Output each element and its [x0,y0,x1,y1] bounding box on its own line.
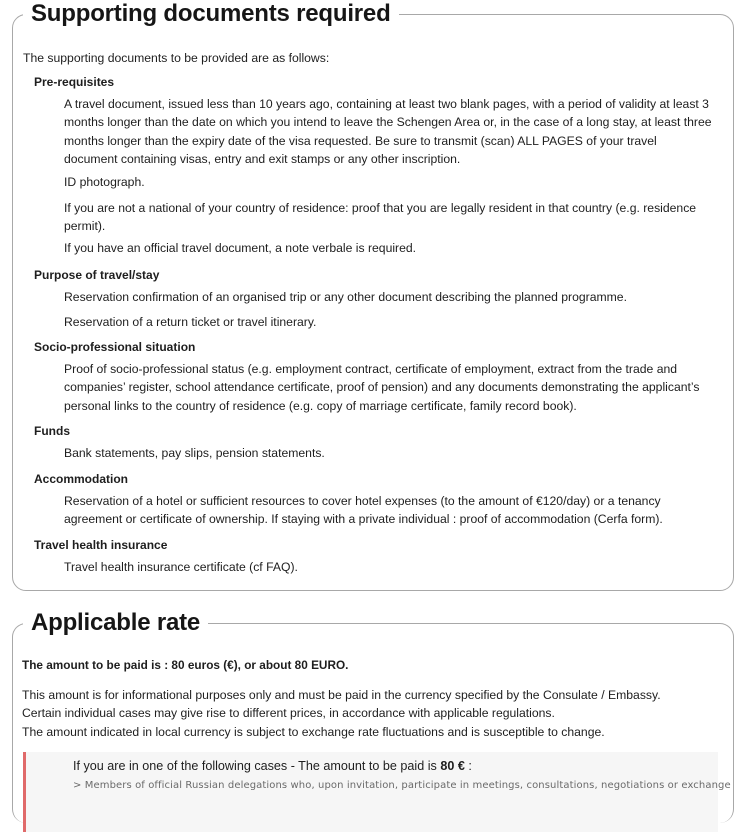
accommodation-proof: Reservation of a hotel or sufficient resources to cover hotel expenses (to the amount of €120/day) or a tenancy agreement or certificate of ownership. If staying with a private individual : proof of accommodation (Cerfa form). [64,494,663,527]
applicable-rate-panel [12,609,734,823]
purpose-return-ticket: Reservation of a return ticket or travel itinerary. [64,315,317,329]
section-heading-prerequisites: Pre-requisites [34,75,115,89]
callout-title-amount: 80 € [440,759,465,773]
applicable-rate-title: Applicable rate [23,609,208,637]
supporting-documents-title: Supporting documents required [23,0,399,28]
callout-case-item: > Members of official Russian delegations who, upon invitation, participate in meetings, consultations, negotiations or exchange [73,780,731,791]
reduced-rate-callout [23,752,731,832]
funds-statements: Bank statements, pay slips, pension statements. [64,446,325,460]
supporting-documents-intro: The supporting documents to be provided are as follows: [23,51,330,65]
socio-professional-proof: Proof of socio-professional status (e.g. employment contract, certificate of employment, extract from the trade and companies’ register, school attendance certificate, proof of pension) and any documents demonstrating the applicant’s personal links to the country of residence (e.g. copy of marriage certificate, family record book). [64,362,700,413]
section-heading-purpose-of-travel: Purpose of travel/stay [34,268,160,282]
prerequisite-note-verbale: If you have an official travel document, a note verbale is required. [64,241,417,255]
purpose-organised-trip: Reservation confirmation of an organised trip or any other document describing the planned programme. [64,290,627,304]
section-heading-socio-professional: Socio-professional situation [34,340,196,354]
callout-title [73,758,472,774]
prerequisite-travel-document: A travel document, issued less than 10 years ago, containing at least two blank pages, with a period of validity at least 3 months longer than the date on which you intend to leave the Schengen Area or, in the case of a long stay, at least three months longer than the expiry date of the visa requested. Be sure to transmit (scan) ALL PAGES of your travel document containing visas, entry and exit stamps or any other inscription. [64,97,712,166]
amount-to-be-paid: The amount to be paid is : 80 euros (€), or about 80 EURO. [22,658,349,672]
rate-note-currency: This amount is for informational purposes only and must be paid in the currency specified by the Consulate / Embassy. [22,688,661,702]
callout-title-suffix: : [464,759,472,773]
travel-health-insurance-certificate: Travel health insurance certificate (cf FAQ). [64,560,298,574]
section-heading-accommodation: Accommodation [34,472,129,486]
callout-title-prefix: If you are in one of the following cases - The amount to be paid is [73,759,441,773]
rate-note-exchange-rate: The amount indicated in local currency is subject to exchange rate fluctuations and is susceptible to change. [22,724,605,739]
supporting-documents-panel [12,0,734,591]
prerequisite-id-photograph: ID photograph. [64,175,145,189]
rate-notes [22,686,727,741]
section-heading-travel-health-insurance: Travel health insurance [34,538,168,552]
rate-note-individual-cases: Certain individual cases may give rise to different prices, in accordance with applicable regulations. [22,706,555,721]
section-heading-funds: Funds [34,424,70,438]
prerequisite-residence-proof: If you are not a national of your country of residence: proof that you are legally resident in that country (e.g. residence permit). [64,201,697,234]
